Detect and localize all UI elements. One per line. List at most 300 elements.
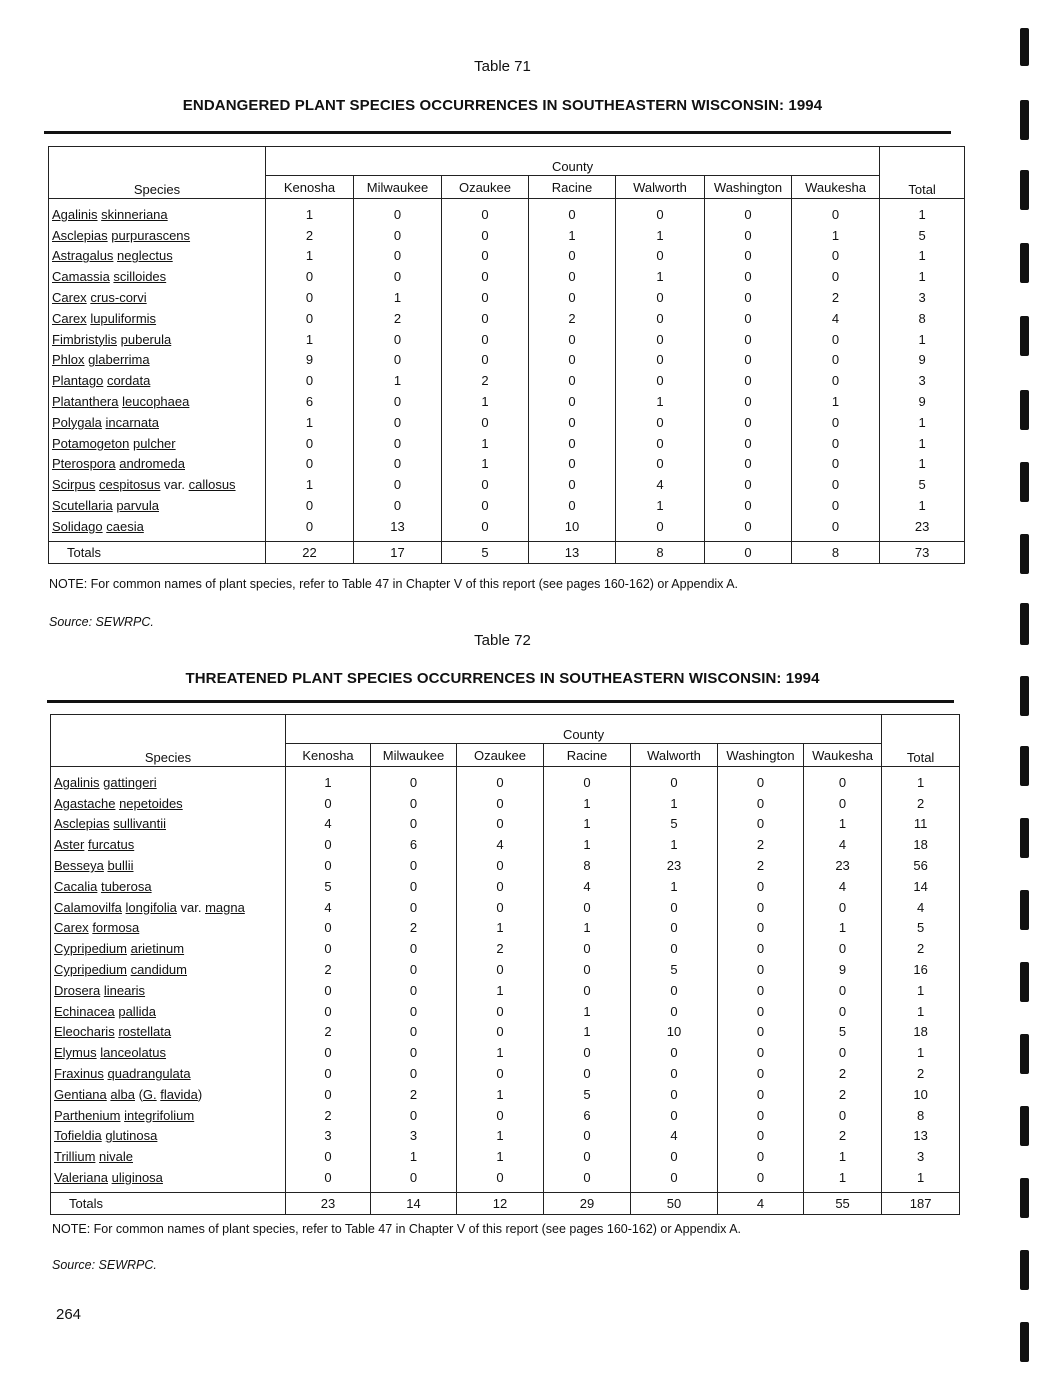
count-cell: 0 (442, 308, 529, 329)
species-name (51, 1042, 286, 1063)
count-cell: 0 (705, 266, 792, 287)
species-epithet: crus-corvi (90, 290, 147, 306)
species-genus: Cacalia (54, 878, 98, 894)
count-cell: 0 (286, 1001, 371, 1022)
count-cell: 0 (354, 225, 442, 246)
table-row (51, 834, 960, 855)
total-header: Total (882, 715, 960, 767)
county-total-cell: 14 (371, 1192, 457, 1214)
species-header: Species (49, 147, 266, 199)
count-cell: 0 (457, 1167, 544, 1192)
row-total-cell: 18 (882, 834, 960, 855)
table-row (49, 266, 965, 287)
species-epithet: integrifolium (124, 1107, 195, 1123)
county-header-milwaukee: Milwaukee (371, 744, 457, 767)
species-genus: Platanthera (52, 394, 119, 410)
count-cell: 1 (442, 391, 529, 412)
count-cell: 2 (718, 834, 804, 855)
scan-edge-mark (1020, 316, 1029, 356)
species-name (51, 1105, 286, 1126)
species-genus: Phlox (52, 352, 85, 368)
table-row (51, 876, 960, 897)
count-cell: 1 (354, 370, 442, 391)
species-variety: callosus (188, 477, 236, 493)
county-header-milwaukee: Milwaukee (354, 176, 442, 199)
count-cell: 0 (442, 266, 529, 287)
count-cell: 0 (792, 495, 880, 516)
table-row (49, 287, 965, 308)
count-cell: 0 (792, 199, 880, 225)
scan-edge-mark (1020, 1322, 1029, 1362)
count-cell: 6 (544, 1105, 631, 1126)
county-header-waukesha: Waukesha (804, 744, 882, 767)
count-cell: 1 (371, 1146, 457, 1167)
count-cell: 2 (804, 1063, 882, 1084)
count-cell: 1 (544, 918, 631, 939)
species-epithet: scilloides (113, 269, 167, 285)
count-cell: 2 (529, 308, 616, 329)
count-cell: 0 (371, 876, 457, 897)
count-cell: 0 (544, 1146, 631, 1167)
species-genus: Solidago (52, 518, 103, 534)
county-header-kenosha: Kenosha (286, 744, 371, 767)
count-cell: 0 (705, 199, 792, 225)
species-name (51, 980, 286, 1001)
species-name (51, 814, 286, 835)
count-cell: 0 (442, 495, 529, 516)
count-cell: 0 (705, 412, 792, 433)
count-cell: 0 (371, 938, 457, 959)
count-cell: 3 (371, 1126, 457, 1147)
county-total-cell: 12 (457, 1192, 544, 1214)
count-cell: 1 (792, 225, 880, 246)
table-row (49, 199, 965, 225)
count-cell: 0 (266, 266, 354, 287)
count-cell: 0 (286, 980, 371, 1001)
species-name (49, 516, 266, 541)
species-header: Species (51, 715, 286, 767)
grand-total-cell: 187 (882, 1192, 960, 1214)
count-cell: 1 (266, 412, 354, 433)
count-cell: 0 (457, 855, 544, 876)
species-name (51, 897, 286, 918)
count-cell: 1 (442, 454, 529, 475)
count-cell: 10 (631, 1022, 718, 1043)
count-cell: 23 (631, 855, 718, 876)
count-cell: 0 (631, 1146, 718, 1167)
count-cell: 0 (529, 329, 616, 350)
count-cell: 0 (457, 1063, 544, 1084)
count-cell: 0 (457, 959, 544, 980)
row-total-cell: 3 (880, 287, 965, 308)
count-cell: 0 (718, 876, 804, 897)
species-name (49, 266, 266, 287)
count-cell: 0 (457, 1001, 544, 1022)
row-total-cell: 5 (880, 225, 965, 246)
species-genus: Tofieldia (54, 1128, 102, 1144)
scan-edge-mark (1020, 534, 1029, 574)
count-cell: 0 (529, 474, 616, 495)
species-name (49, 412, 266, 433)
table-71-body (49, 199, 965, 542)
count-cell: 8 (544, 855, 631, 876)
county-header-ozaukee: Ozaukee (457, 744, 544, 767)
count-cell: 1 (529, 225, 616, 246)
species-epithet: andromeda (119, 456, 185, 472)
count-cell: 1 (354, 287, 442, 308)
count-cell: 0 (286, 938, 371, 959)
row-total-cell: 1 (880, 454, 965, 475)
species-epithet: skinneriana (101, 206, 168, 222)
count-cell: 2 (792, 287, 880, 308)
species-genus: Agalinis (52, 206, 98, 222)
count-cell: 0 (631, 918, 718, 939)
row-total-cell: 16 (882, 959, 960, 980)
species-name (51, 938, 286, 959)
count-cell: 0 (705, 287, 792, 308)
table-row (49, 495, 965, 516)
county-total-cell: 4 (718, 1192, 804, 1214)
count-cell: 0 (705, 225, 792, 246)
row-total-cell: 11 (882, 814, 960, 835)
row-total-cell: 1 (882, 1001, 960, 1022)
species-name (51, 855, 286, 876)
row-total-cell: 56 (882, 855, 960, 876)
count-cell: 4 (631, 1126, 718, 1147)
count-cell: 1 (266, 246, 354, 267)
count-cell: 2 (804, 1126, 882, 1147)
county-header-waukesha: Waukesha (792, 176, 880, 199)
count-cell: 0 (616, 350, 705, 371)
count-cell: 0 (631, 1063, 718, 1084)
count-cell: 1 (544, 814, 631, 835)
count-cell: 0 (616, 308, 705, 329)
count-cell: 0 (705, 433, 792, 454)
county-group-header: County (286, 715, 882, 744)
species-name (49, 391, 266, 412)
species-epithet: formosa (92, 920, 140, 936)
count-cell: 1 (286, 767, 371, 793)
species-genus: Eleocharis (54, 1024, 115, 1040)
count-cell: 0 (266, 308, 354, 329)
count-cell: 1 (792, 391, 880, 412)
count-cell: 2 (286, 959, 371, 980)
county-total-cell: 29 (544, 1192, 631, 1214)
count-cell: 0 (792, 474, 880, 495)
count-cell: 10 (529, 516, 616, 541)
county-total-cell: 8 (616, 541, 705, 563)
count-cell: 0 (266, 495, 354, 516)
table-row (51, 1042, 960, 1063)
row-total-cell: 1 (880, 329, 965, 350)
count-cell: 0 (792, 412, 880, 433)
count-cell: 0 (371, 1001, 457, 1022)
count-cell: 1 (631, 834, 718, 855)
count-cell: 0 (718, 814, 804, 835)
species-epithet: arietinum (130, 941, 185, 957)
count-cell: 0 (631, 938, 718, 959)
scan-edge-mark (1020, 462, 1029, 502)
count-cell: 0 (631, 1105, 718, 1126)
count-cell: 1 (544, 834, 631, 855)
count-cell: 1 (457, 980, 544, 1001)
scan-edge-mark (1020, 1106, 1029, 1146)
count-cell: 0 (286, 834, 371, 855)
count-cell: 6 (371, 834, 457, 855)
grand-total-cell: 73 (880, 541, 965, 563)
count-cell: 2 (457, 938, 544, 959)
count-cell: 0 (354, 246, 442, 267)
count-cell: 0 (705, 474, 792, 495)
species-epithet: purpurascens (111, 227, 191, 243)
species-epithet: gattingeri (103, 774, 157, 790)
count-cell: 0 (631, 1084, 718, 1105)
count-cell: 1 (616, 495, 705, 516)
species-genus: Plantago (52, 373, 104, 389)
species-genus: Carex (54, 920, 89, 936)
count-cell: 0 (631, 767, 718, 793)
count-cell: 0 (804, 1105, 882, 1126)
table-row (49, 246, 965, 267)
species-genus: Trillium (54, 1149, 96, 1165)
count-cell: 0 (529, 266, 616, 287)
row-total-cell: 1 (882, 1042, 960, 1063)
scan-edge-mark (1020, 1034, 1029, 1074)
count-cell: 1 (544, 793, 631, 814)
species-name (49, 495, 266, 516)
count-cell: 0 (792, 433, 880, 454)
species-genus: Agalinis (54, 774, 100, 790)
count-cell: 0 (286, 855, 371, 876)
count-cell: 0 (718, 1105, 804, 1126)
species-genus: Cypripedium (54, 962, 127, 978)
count-cell: 2 (371, 918, 457, 939)
table-row (49, 433, 965, 454)
count-cell: 0 (529, 199, 616, 225)
count-cell: 0 (544, 897, 631, 918)
count-cell: 9 (804, 959, 882, 980)
row-total-cell: 5 (882, 918, 960, 939)
table-row (51, 938, 960, 959)
count-cell: 0 (286, 1042, 371, 1063)
count-cell: 0 (529, 350, 616, 371)
scan-edge-mark (1020, 390, 1029, 430)
count-cell: 4 (457, 834, 544, 855)
table-72-note: NOTE: For common names of plant species, refer to Table 47 in Chapter V of this report (see pages 160-162) or Appendix A. (52, 1222, 742, 1236)
count-cell: 0 (442, 516, 529, 541)
species-epithet: neglectus (117, 248, 173, 264)
count-cell: 0 (718, 938, 804, 959)
count-cell: 0 (631, 1042, 718, 1063)
count-cell: 1 (804, 918, 882, 939)
species-epithet: furcatus (87, 837, 135, 853)
table-72-title-rule (47, 700, 954, 703)
count-cell: 0 (616, 412, 705, 433)
county-total-cell: 8 (792, 541, 880, 563)
count-cell: 0 (705, 391, 792, 412)
table-row (51, 1084, 960, 1105)
table-71-source: Source: SEWRPC. (49, 615, 154, 629)
count-cell: 0 (804, 793, 882, 814)
count-cell: 0 (718, 980, 804, 1001)
count-cell: 0 (705, 454, 792, 475)
totals-label: Totals (49, 541, 266, 563)
species-genus: Carex (52, 290, 87, 306)
scan-edge-mark (1020, 746, 1029, 786)
row-total-cell: 1 (882, 767, 960, 793)
count-cell: 1 (457, 1042, 544, 1063)
count-cell: 0 (804, 938, 882, 959)
count-cell: 4 (286, 814, 371, 835)
species-epithet: uliginosa (111, 1170, 163, 1186)
count-cell: 0 (804, 767, 882, 793)
count-cell: 0 (457, 1105, 544, 1126)
count-cell: 2 (804, 1084, 882, 1105)
count-cell: 0 (616, 454, 705, 475)
count-cell: 0 (442, 199, 529, 225)
count-cell: 5 (631, 959, 718, 980)
county-total-cell: 50 (631, 1192, 718, 1214)
county-header-ozaukee: Ozaukee (442, 176, 529, 199)
species-genus: Polygala (52, 414, 102, 430)
count-cell: 0 (718, 1063, 804, 1084)
count-cell: 0 (544, 959, 631, 980)
count-cell: 0 (371, 1063, 457, 1084)
count-cell: 0 (616, 287, 705, 308)
species-epithet: pulcher (132, 435, 176, 451)
table-row (51, 980, 960, 1001)
count-cell: 0 (286, 1063, 371, 1084)
table-row (51, 959, 960, 980)
row-total-cell: 1 (882, 1167, 960, 1192)
count-cell: 0 (442, 474, 529, 495)
species-genus: Carex (52, 310, 87, 326)
count-cell: 0 (529, 370, 616, 391)
count-cell: 0 (354, 391, 442, 412)
count-cell: 0 (616, 199, 705, 225)
count-cell: 0 (705, 350, 792, 371)
count-cell: 0 (792, 266, 880, 287)
count-cell: 0 (705, 495, 792, 516)
row-total-cell: 13 (882, 1126, 960, 1147)
count-cell: 5 (544, 1084, 631, 1105)
table-row (51, 1001, 960, 1022)
count-cell: 1 (804, 1167, 882, 1192)
count-cell: 2 (286, 1022, 371, 1043)
species-genus: Aster (54, 837, 85, 853)
count-cell: 0 (529, 246, 616, 267)
table-row (51, 814, 960, 835)
species-epithet: incarnata (105, 414, 159, 430)
species-name (49, 329, 266, 350)
species-name (49, 370, 266, 391)
table-row (49, 516, 965, 541)
count-cell: 0 (354, 454, 442, 475)
count-cell: 0 (705, 246, 792, 267)
count-cell: 4 (286, 897, 371, 918)
species-epithet: parvula (116, 498, 159, 514)
count-cell: 0 (442, 350, 529, 371)
count-cell: 0 (544, 1167, 631, 1192)
count-cell: 0 (354, 433, 442, 454)
totals-row (51, 1192, 960, 1214)
count-cell: 0 (529, 287, 616, 308)
scan-edge-mark (1020, 603, 1029, 645)
count-cell: 1 (616, 225, 705, 246)
count-cell: 4 (616, 474, 705, 495)
count-cell: 0 (718, 1126, 804, 1147)
table-72-number: Table 72 (474, 632, 531, 649)
table-row (49, 391, 965, 412)
row-total-cell: 5 (880, 474, 965, 495)
count-cell: 0 (457, 767, 544, 793)
table-row (49, 308, 965, 329)
row-total-cell: 18 (882, 1022, 960, 1043)
species-genus: Potamogeton (52, 435, 130, 451)
count-cell: 1 (266, 199, 354, 225)
species-genus: Besseya (54, 858, 104, 874)
count-cell: 0 (792, 246, 880, 267)
species-name (51, 834, 286, 855)
count-cell: 0 (705, 329, 792, 350)
species-genus: Valeriana (54, 1170, 108, 1186)
row-total-cell: 2 (882, 1063, 960, 1084)
table-row (51, 1126, 960, 1147)
scan-edge-mark (1020, 100, 1029, 140)
count-cell: 0 (266, 454, 354, 475)
count-cell: 0 (457, 897, 544, 918)
count-cell: 0 (371, 980, 457, 1001)
county-total-cell: 55 (804, 1192, 882, 1214)
row-total-cell: 4 (882, 897, 960, 918)
count-cell: 0 (718, 793, 804, 814)
count-cell: 0 (371, 1022, 457, 1043)
species-epithet: caesia (106, 518, 144, 534)
count-cell: 1 (457, 1126, 544, 1147)
species-name (51, 959, 286, 980)
count-cell: 0 (705, 516, 792, 541)
count-cell: 1 (457, 1146, 544, 1167)
county-header-kenosha: Kenosha (266, 176, 354, 199)
count-cell: 1 (544, 1022, 631, 1043)
count-cell: 1 (631, 876, 718, 897)
county-total-cell: 0 (705, 541, 792, 563)
count-cell: 0 (286, 1084, 371, 1105)
species-genus: Parthenium (54, 1107, 121, 1123)
count-cell: 1 (544, 1001, 631, 1022)
table-row (49, 370, 965, 391)
count-cell: 0 (354, 495, 442, 516)
count-cell: 1 (616, 391, 705, 412)
species-genus: Fimbristylis (52, 331, 117, 347)
species-epithet: longifolia (125, 899, 177, 915)
count-cell: 0 (286, 1167, 371, 1192)
count-cell: 2 (354, 308, 442, 329)
table-row (51, 1022, 960, 1043)
species-genus: Scutellaria (52, 498, 113, 514)
count-cell: 1 (616, 266, 705, 287)
species-genus: Elymus (54, 1045, 97, 1061)
count-cell: 0 (718, 959, 804, 980)
species-name (49, 308, 266, 329)
row-total-cell: 2 (882, 938, 960, 959)
row-total-cell: 3 (882, 1146, 960, 1167)
count-cell: 0 (286, 918, 371, 939)
scan-edge-mark (1020, 28, 1029, 66)
count-cell: 0 (544, 767, 631, 793)
count-cell: 0 (371, 855, 457, 876)
count-cell: 0 (616, 246, 705, 267)
